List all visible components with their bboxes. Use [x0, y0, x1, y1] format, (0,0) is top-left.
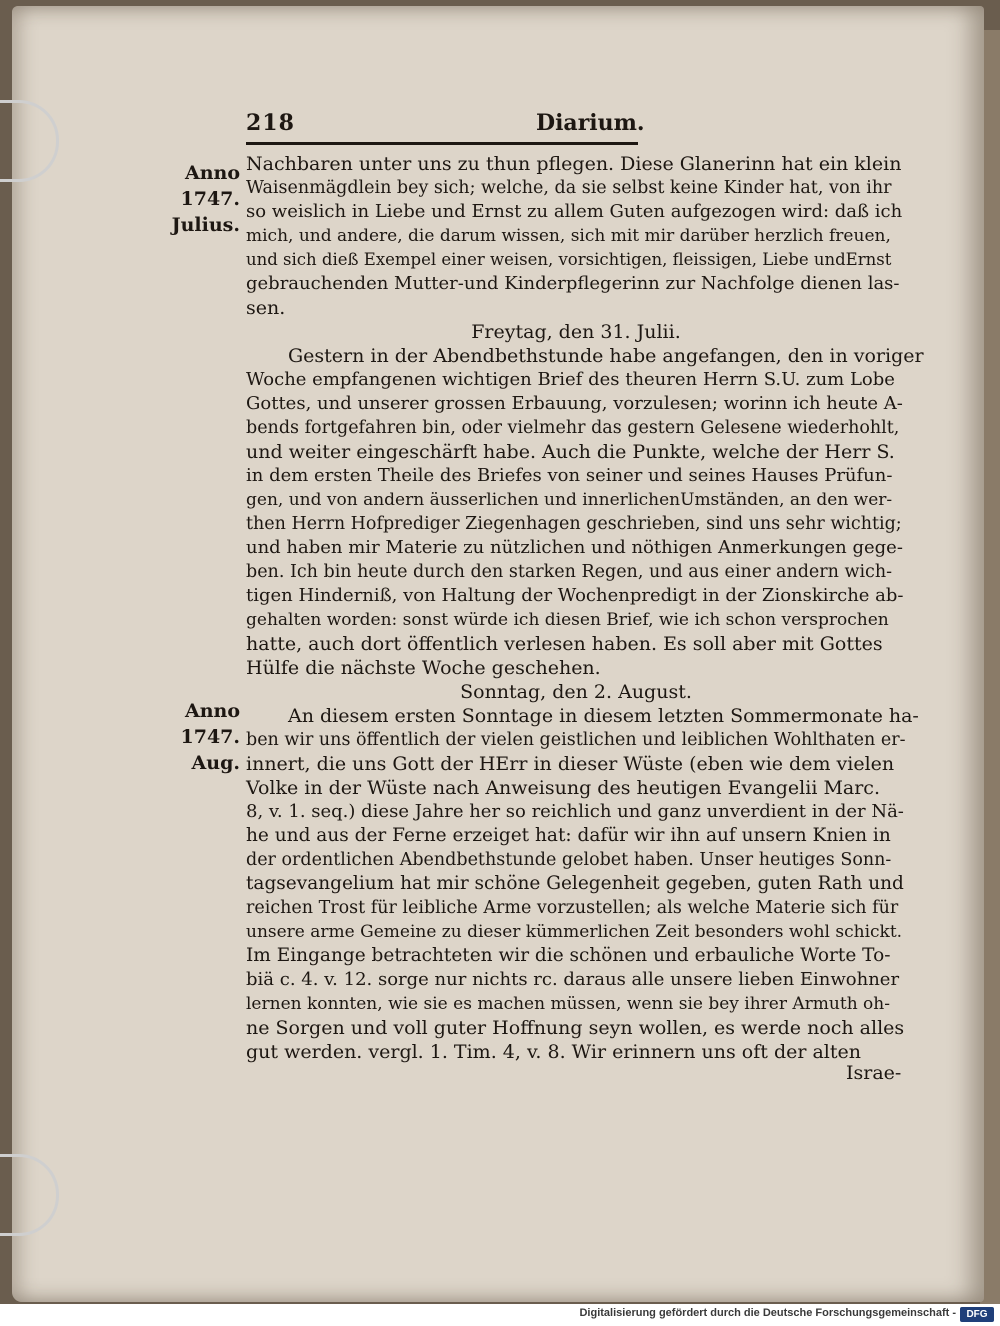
date-heading: Freytag, den 31. Julii.	[471, 321, 681, 343]
text-line: ne Sorgen und voll guter Hoffnung seyn wollen, es werde noch alles	[246, 1017, 905, 1039]
text-line: An diesem ersten Sonntage in diesem letzten Sommermonate ha-	[288, 705, 919, 727]
text-line: in dem ersten Theile des Briefes von seiner und seines Hauses Prüfun-	[246, 465, 893, 486]
text-line: hatte, auch dort öffentlich verlesen haben. Es soll aber mit Gottes	[246, 633, 883, 655]
text-line: 8, v. 1. seq.) diese Jahre her so reichlich und ganz unverdient in der Nä-	[246, 801, 904, 822]
text-line: Volke in der Wüste nach Anweisung des heutigen Evangelii Marc.	[246, 777, 880, 799]
margin-note-line: Aug.	[191, 752, 240, 774]
text-line: Hülfe die nächste Woche geschehen.	[246, 657, 601, 679]
text-line: mich, und andere, die darum wissen, sich mit mir darüber herzlich freuen,	[246, 226, 891, 246]
text-line: ben wir uns öffentlich der vielen geistlichen und leiblichen Wohlthaten er-	[246, 730, 906, 750]
margin-note-line: Anno	[184, 162, 240, 184]
text-line: und weiter eingeschärft habe. Auch die Punkte, welche der Herr S.	[246, 441, 895, 463]
text-line: Waisenmägdlein bey sich; welche, da sie selbst keine Kinder hat, von ihr	[246, 178, 892, 198]
text-line: sen.	[246, 297, 286, 319]
dfg-logo-icon: DFG	[960, 1307, 994, 1322]
text-line: und haben mir Materie zu nützlichen und nöthigen Anmerkungen gege-	[246, 537, 903, 558]
margin-note-line: Julius.	[171, 214, 240, 236]
date-heading: Sonntag, den 2. August.	[460, 681, 692, 703]
header-rule	[246, 142, 638, 145]
text-line: tigen Hinderniß, von Haltung der Wochenpredigt in der Zionskirche ab-	[246, 585, 904, 606]
text-line: then Herrn Hofprediger Ziegenhagen geschrieben, sind uns sehr wichtig;	[246, 514, 902, 534]
text-line: lernen konnten, wie sie es machen müssen, wenn sie bey ihrer Armuth oh-	[246, 994, 890, 1014]
text-line: und sich dieß Exempel einer weisen, vorsichtigen, fleissigen, Liebe undErnst	[246, 250, 892, 269]
text-line: reichen Trost für leibliche Arme vorzustellen; als welche Materie sich für	[246, 898, 899, 918]
text-line: Woche empfangenen wichtigen Brief des theuren Herrn S.U. zum Lobe	[246, 369, 895, 390]
text-line: ben. Ich bin heute durch den starken Regen, und aus einer andern wich-	[246, 562, 893, 582]
catchword: Israe-	[846, 1062, 902, 1084]
page-header	[246, 110, 646, 140]
page-number: 218	[246, 110, 295, 136]
text-line: innert, die uns Gott der HErr in dieser Wüste (eben wie dem vielen	[246, 753, 895, 775]
text-line: he und aus der Ferne erzeiget hat: dafür wir ihn auf unsern Knien in	[246, 825, 891, 846]
text-line: unsere arme Gemeine zu dieser kümmerlichen Zeit besonders wohl schickt.	[246, 922, 903, 942]
text-line: gebrauchenden Mutter-und Kinderpflegerinn zur Nachfolge dienen las-	[246, 273, 900, 294]
footer-bar	[0, 1304, 1000, 1326]
text-line: gen, und von andern äusserlichen und innerlichenUmständen, an den wer-	[246, 490, 893, 510]
margin-note-line: 1747.	[180, 726, 240, 748]
text-line: Gottes, und unserer grossen Erbauung, vorzulesen; worinn ich heute A-	[246, 393, 903, 414]
text-line: biä c. 4. v. 12. sorge nur nichts rc. daraus alle unsere lieben Einwohner	[246, 969, 900, 990]
margin-note-julius	[158, 160, 240, 238]
text-line: gut werden. vergl. 1. Tim. 4, v. 8. Wir erinnern uns oft der alten	[246, 1041, 862, 1063]
margin-note-line: Anno	[184, 700, 240, 722]
text-line: bends fortgefahren bin, oder vielmehr das gestern Gelesene wiederhohlt,	[246, 418, 900, 438]
text-line: tagsevangelium hat mir schöne Gelegenheit gegeben, guten Rath und	[246, 873, 904, 894]
text-line: Gestern in der Abendbethstunde habe angefangen, den in voriger	[288, 345, 924, 367]
text-line: Nachbaren unter uns zu thun pflegen. Diese Glanerinn hat ein klein	[246, 153, 902, 175]
footer-credit: Digitalisierung gefördert durch die Deutsche Forschungsgemeinschaft -	[579, 1307, 956, 1319]
margin-note-line: 1747.	[180, 188, 240, 210]
text-line: der ordentlichen Abendbethstunde gelobet haben. Unser heutiges Sonn-	[246, 850, 892, 870]
running-title: Diarium.	[536, 110, 645, 136]
text-line: gehalten worden: sonst würde ich diesen Brief, wie ich schon versprochen	[246, 610, 889, 630]
margin-note-august	[158, 698, 240, 776]
text-line: so weislich in Liebe und Ernst zu allem Guten aufgezogen wird: daß ich	[246, 201, 903, 222]
text-line: Im Eingange betrachteten wir die schönen und erbauliche Worte To-	[246, 945, 891, 966]
